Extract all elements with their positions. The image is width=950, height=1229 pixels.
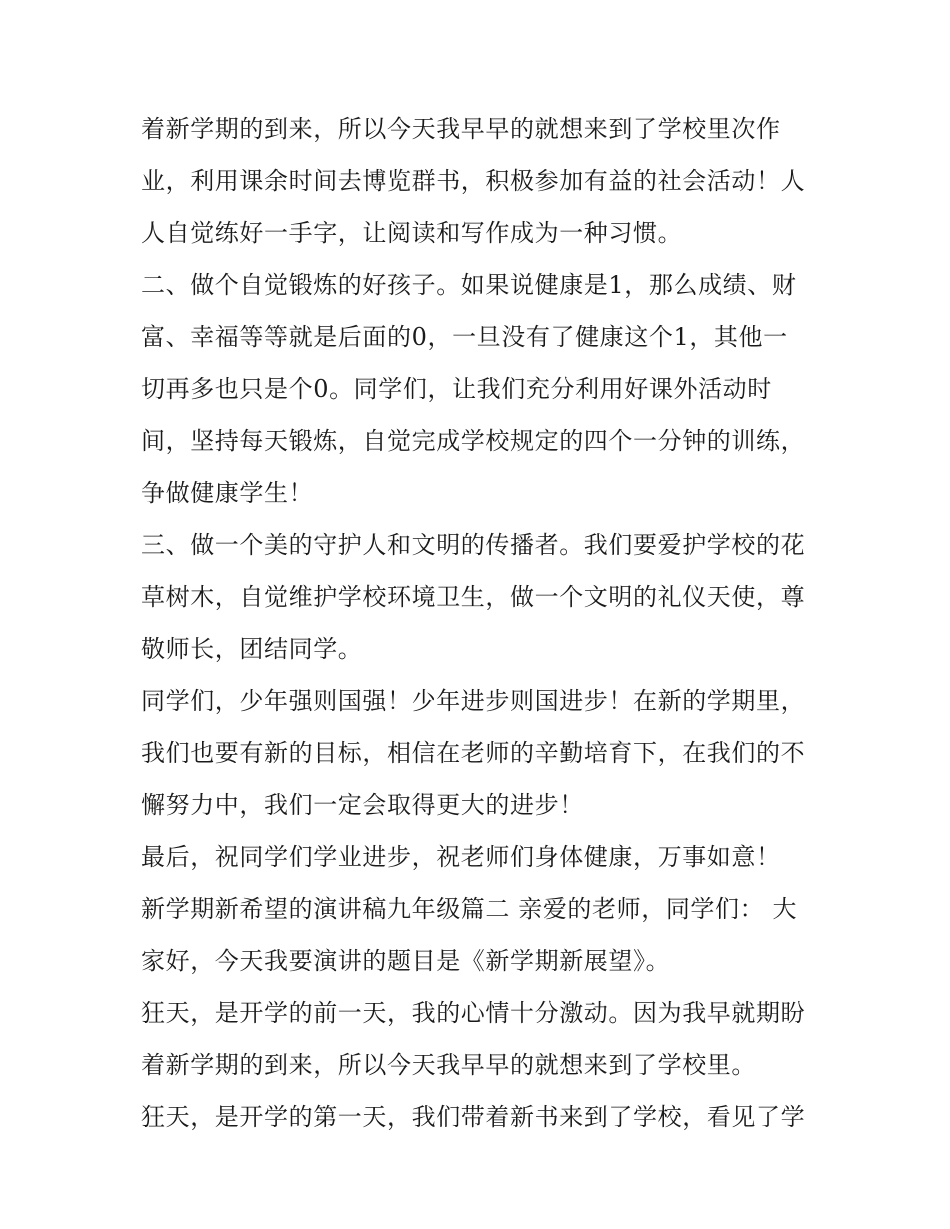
- text-line: 着新学期的到来，所以今天我早早的就想来到了学校里次作: [141, 115, 781, 143]
- document-body: [141, 103, 821, 1143]
- text-line: 狂天，是开学的第一天，我们带着新书来到了学校，看见了学: [141, 1103, 806, 1131]
- text-line: 着新学期的到来，所以今天我早早的就想来到了学校里。: [141, 1051, 756, 1079]
- text-line: 新学期新希望的演讲稿九年级篇二 亲爱的老师，同学们： 大: [141, 895, 798, 923]
- text-line: 同学们，少年强则国强！少年进步则国进步！在新的学期里，: [141, 687, 806, 715]
- text-line: 我们也要有新的目标，相信在老师的辛勤培育下，在我们的不: [141, 739, 806, 767]
- text-line: 懈努力中，我们一定会取得更大的进步！: [141, 791, 584, 819]
- text-line: 切再多也只是个0。同学们，让我们充分利用好课外活动时: [141, 375, 772, 403]
- text-line: 最后，祝同学们学业进步，祝老师们身体健康，万事如意！: [141, 843, 781, 871]
- text-line: 人自觉练好一手字，让阅读和写作成为一种习惯。: [141, 219, 683, 247]
- text-line: 富、幸福等等就是后面的0，一旦没有了健康这个1，其他一: [141, 323, 788, 351]
- text-line: 间，坚持每天锻炼，自觉完成学校规定的四个一分钟的训练，: [141, 427, 806, 455]
- text-line: 狂天，是开学的前一天，我的心情十分激动。因为我早就期盼: [141, 999, 806, 1027]
- text-line: 三、做一个美的守护人和文明的传播者。我们要爱护学校的花: [141, 531, 806, 559]
- text-line: 二、做个自觉锻炼的好孩子。如果说健康是1，那么成绩、财: [141, 271, 797, 299]
- text-line: 草树木，自觉维护学校环境卫生，做一个文明的礼仪天使，尊: [141, 583, 806, 611]
- text-line: 敬师长，团结同学。: [141, 635, 363, 663]
- text-line: 争做健康学生！: [141, 479, 314, 507]
- text-line: 家好，今天我要演讲的题目是《新学期新展望》。: [141, 947, 671, 975]
- text-line: 业，利用课余时间去博览群书，积极参加有益的社会活动！人: [141, 167, 806, 195]
